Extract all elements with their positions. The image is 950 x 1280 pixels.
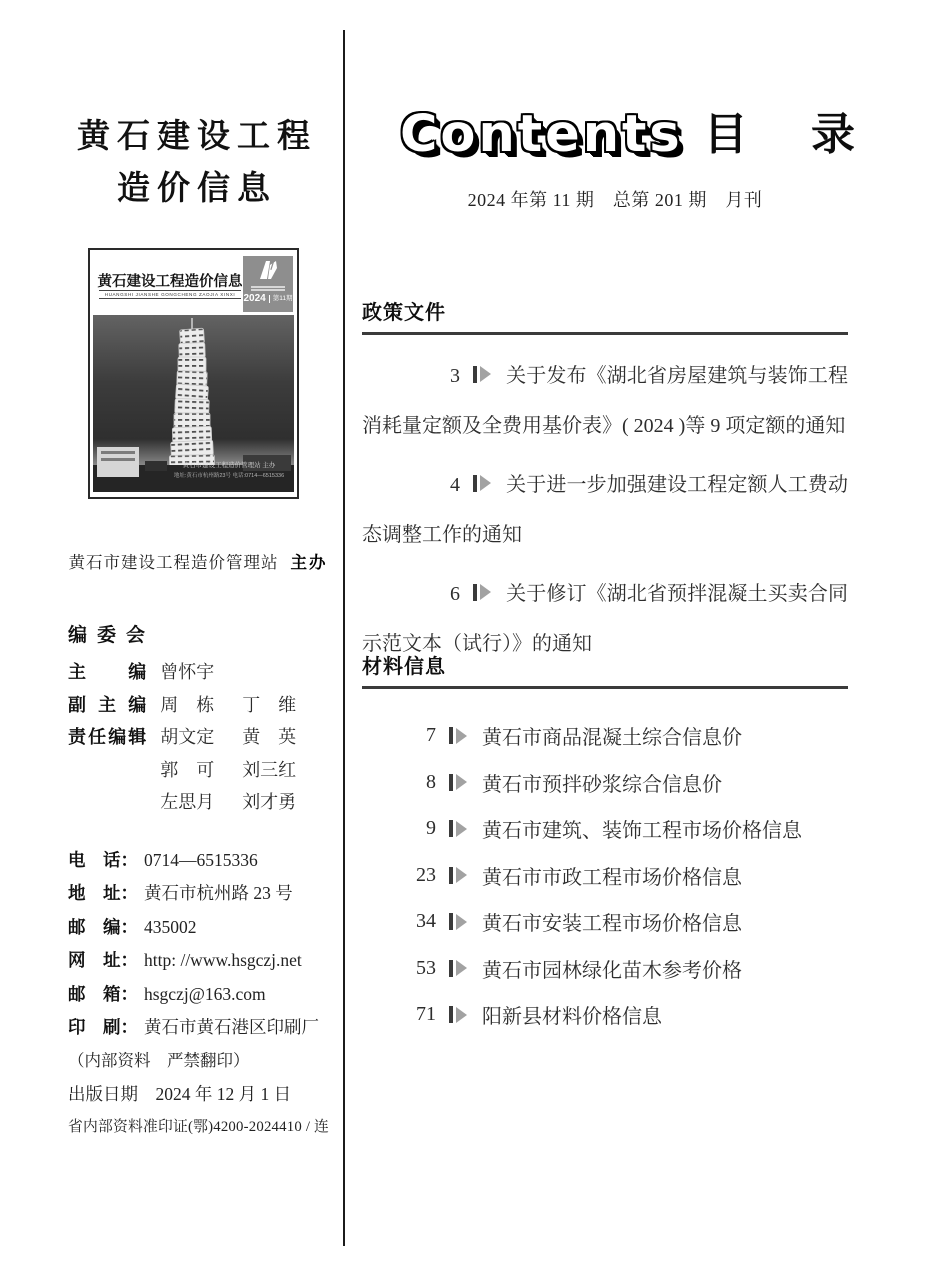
contents-title-en: Contents	[400, 105, 683, 164]
cover-masthead-title: 黄石建设工程造价信息	[97, 274, 243, 290]
contact-value: 黄石市杭州路 23 号	[144, 883, 293, 904]
toc-page-number: 8	[426, 770, 436, 793]
contact-row-address	[68, 877, 344, 910]
cover-caption-line1: 黄石市建设工程造价管理站 主办	[182, 462, 276, 469]
section-policy-documents	[362, 296, 848, 678]
contents-title-cn: 目 录	[703, 109, 879, 160]
toc-item-title: 关于进一步加强建设工程定额人工费动态调整工作的通知	[362, 473, 848, 546]
contact-value: 黄石市黄石港区印刷厂	[144, 1017, 319, 1038]
contact-row-postcode	[68, 911, 344, 944]
editorial-role-label	[68, 786, 146, 819]
cover-badge-logo-icon	[257, 259, 279, 279]
contact-row-website	[68, 944, 344, 977]
toc-item-title: 黄石市商品混凝土综合信息价	[482, 727, 742, 750]
editorial-board	[68, 620, 328, 819]
editorial-row	[68, 689, 328, 722]
organizer-name: 黄石市建设工程造价管理站	[68, 553, 279, 572]
play-icon	[449, 960, 467, 977]
toc-page-number: 3	[450, 364, 460, 387]
contact-label: 邮 编：	[68, 916, 138, 937]
toc-item	[362, 759, 848, 806]
toc-item	[362, 460, 848, 560]
contact-label: 地 址：	[68, 883, 138, 904]
play-icon	[473, 366, 491, 383]
section-rule	[362, 686, 848, 689]
play-icon	[449, 774, 467, 791]
play-icon	[449, 1006, 467, 1023]
toc-page-number: 4	[450, 473, 460, 496]
play-icon	[449, 727, 467, 744]
contact-label: 印 刷：	[68, 1017, 138, 1038]
contact-row-email	[68, 978, 344, 1011]
toc-item	[362, 945, 848, 992]
section-heading: 政策文件	[362, 302, 446, 324]
cover-photo-tower	[93, 315, 294, 492]
editor-name: 刘三红	[242, 759, 297, 780]
play-icon	[473, 475, 491, 492]
contact-value-email: hsgczj@163.com	[144, 983, 266, 1004]
cover-badge-issue: 第11期	[269, 295, 293, 303]
editorial-row	[68, 786, 328, 819]
cover-masthead-area	[93, 253, 294, 315]
issue-line: 2024 年第 11 期 总第 201 期 月刊	[467, 190, 763, 210]
toc-item-title: 黄石市市政工程市场价格信息	[482, 866, 742, 889]
editorial-role-label: 副主编	[68, 694, 147, 715]
contact-block	[68, 844, 344, 1145]
editor-name: 刘才勇	[242, 792, 297, 813]
cover-thumbnail	[88, 248, 299, 499]
toc-item-title: 黄石市预拌砂浆综合信息价	[482, 773, 722, 796]
contact-value-url: http: //www.hsgczj.net	[144, 950, 302, 971]
section-material-information	[362, 650, 848, 1038]
internal-material-note: （内部资料 严禁翻印）	[68, 1051, 250, 1071]
toc-item-title: 关于发布《湖北省房屋建筑与装饰工程消耗量定额及全费用基价表》( 2024 )等 9 项定额的通知	[362, 364, 848, 437]
play-icon	[449, 820, 467, 837]
toc-item-title: 黄石市建筑、装饰工程市场价格信息	[482, 820, 802, 843]
cover-badge-year: 2024	[243, 293, 266, 304]
section-rule	[362, 332, 848, 335]
editor-name: 郭 可	[160, 759, 215, 780]
contact-value: 435002	[144, 916, 197, 937]
print-license-line: 省内部资料准印证(鄂)4200-2024410 / 连	[68, 1119, 330, 1136]
toc-page-number: 71	[416, 1003, 436, 1026]
toc-item	[362, 852, 848, 899]
editorial-row	[68, 656, 328, 689]
editorial-role-label	[68, 754, 146, 787]
toc-item	[362, 351, 848, 451]
toc-item-title: 阳新县材料价格信息	[482, 1006, 662, 1029]
toc-item	[362, 899, 848, 946]
editorial-role-label: 主编	[68, 662, 147, 682]
magazine-title-line1: 黄石建设工程	[77, 116, 317, 155]
toc-page-number: 9	[426, 817, 436, 840]
publish-date-line: 出版日期 2024 年 12 月 1 日	[68, 1083, 292, 1104]
contact-row-phone	[68, 844, 344, 877]
editorial-row	[68, 754, 328, 787]
magazine-title-line2: 造价信息	[117, 168, 277, 207]
editor-name: 曾怀宇	[160, 662, 215, 682]
toc-page-number: 7	[426, 724, 436, 747]
toc-page-number: 23	[416, 863, 436, 886]
cover-masthead-roman: HUANGSHI JIANSHE GONGCHENG ZAOJIA XINXI	[99, 290, 241, 299]
magazine-title	[52, 110, 342, 214]
editor-name: 丁 维	[242, 694, 297, 715]
editor-name: 胡文定	[160, 727, 215, 748]
toc-page-number: 34	[416, 910, 436, 933]
organizer-line	[50, 549, 346, 573]
play-icon	[449, 867, 467, 884]
editorial-row	[68, 721, 328, 754]
contact-row-printer	[68, 1011, 344, 1044]
contact-label: 网 址：	[68, 950, 138, 971]
toc-item-title: 关于修订《湖北省预拌混凝土买卖合同示范文本（试行）》的通知	[362, 582, 848, 655]
cover-issue-badge	[243, 256, 293, 312]
toc-item	[362, 806, 848, 853]
contact-value: 0714—6515336	[144, 850, 258, 870]
toc-item	[362, 992, 848, 1039]
editor-name: 黄 英	[242, 727, 297, 748]
editor-name: 左思月	[160, 792, 215, 813]
editorial-board-heading: 编委会	[68, 625, 156, 646]
toc-item-title: 黄石市安装工程市场价格信息	[482, 913, 742, 936]
toc-item-title: 黄石市园林绿化苗木参考价格	[482, 959, 742, 982]
editor-name: 周 栋	[160, 694, 215, 715]
organizer-role: 主办	[290, 554, 328, 572]
play-icon	[449, 913, 467, 930]
contact-label: 电 话：	[68, 850, 138, 870]
section-heading: 材料信息	[362, 656, 446, 678]
editorial-role-label: 责任编辑	[68, 727, 147, 748]
toc-page-number: 53	[416, 956, 436, 979]
toc-page-number: 6	[450, 582, 460, 605]
cover-caption-line2: 地址:黄石市杭州路23号 电话:0714—6515336	[173, 473, 285, 479]
contents-header	[400, 98, 879, 164]
contact-label: 邮 箱：	[68, 983, 138, 1004]
toc-item	[362, 713, 848, 760]
cover-badge-smallprint	[251, 286, 285, 291]
play-icon	[473, 584, 491, 601]
